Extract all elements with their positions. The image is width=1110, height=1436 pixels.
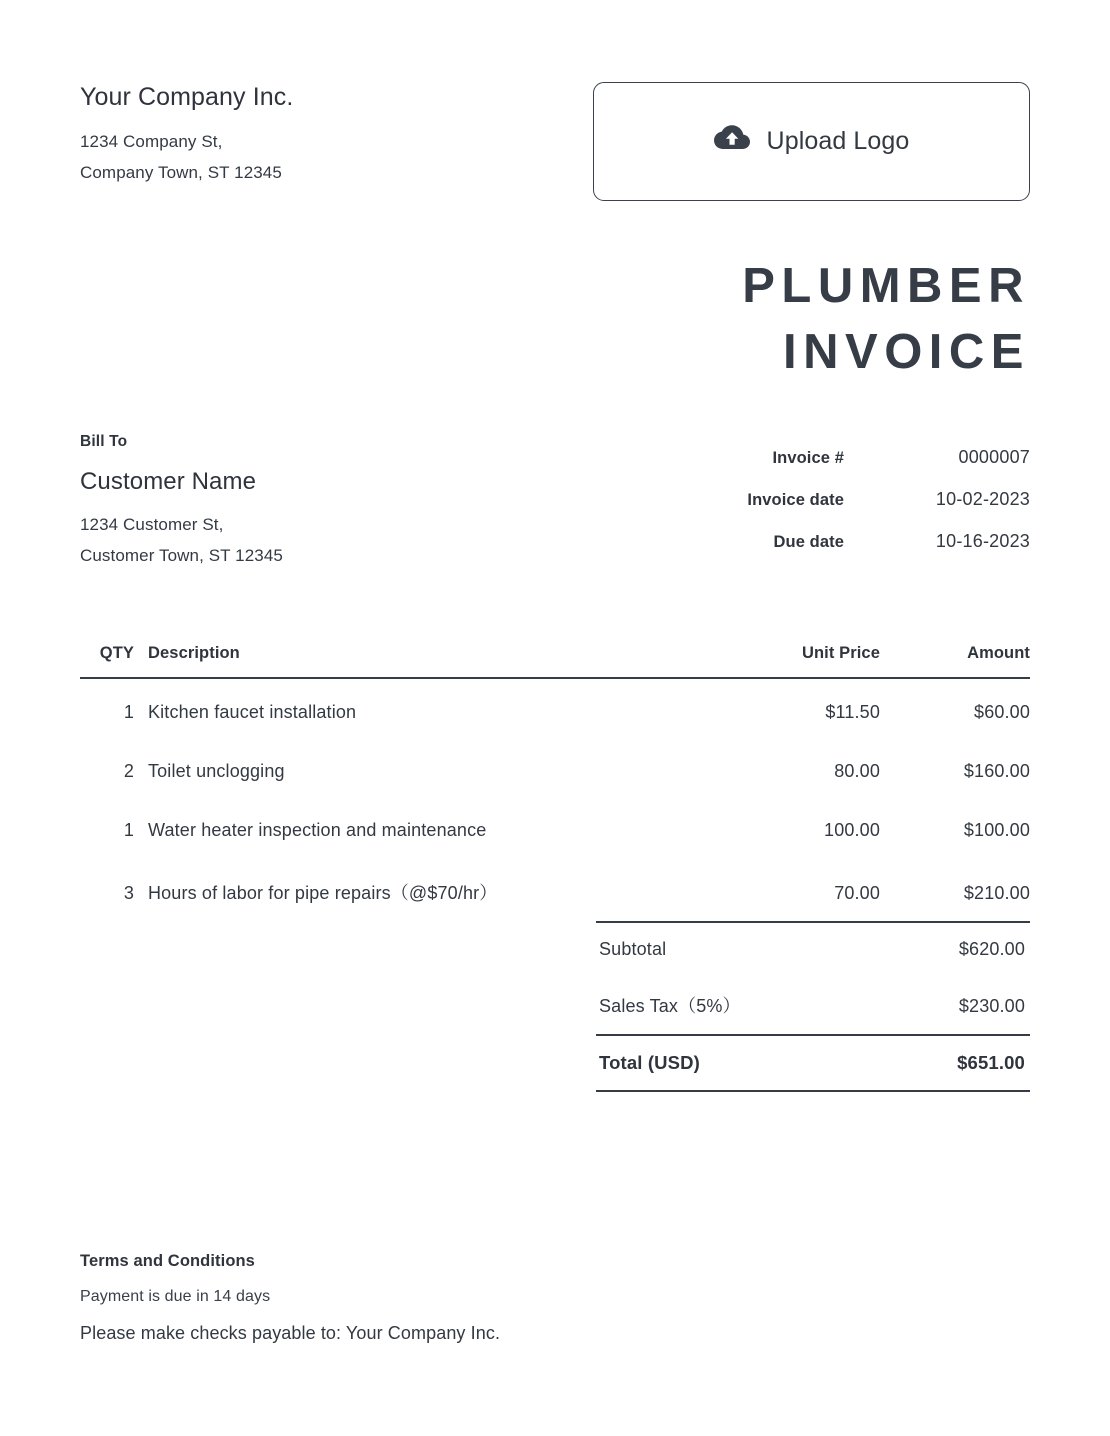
table-row (80, 742, 1030, 801)
invoice-number-value: 0000007 (958, 447, 1030, 468)
terms-line-2: Please make checks payable to: Your Company Inc. (80, 1323, 501, 1343)
bill-to-and-meta (0, 385, 1110, 572)
row-qty: 1 (123, 820, 134, 841)
line-items-section (0, 572, 1110, 921)
page-header (0, 0, 1110, 201)
row-amount: $160.00 (963, 761, 1030, 782)
table-header-row (80, 644, 1030, 678)
sales-tax-value: $230.00 (958, 996, 1025, 1017)
row-unit-price: $11.50 (825, 702, 880, 723)
terms-line-1: Payment is due in 14 days (80, 1288, 271, 1305)
line-items-header (80, 644, 1030, 678)
row-description: Kitchen faucet installation (148, 702, 357, 723)
totals-section (0, 921, 1110, 1092)
due-date-label: Due date (773, 533, 844, 552)
line-items-table (80, 644, 1030, 921)
header-qty: QTY (80, 644, 134, 678)
totals-block (596, 921, 1030, 1092)
header-amount: Amount (880, 644, 1030, 678)
upload-logo-label: Upload Logo (766, 127, 910, 155)
company-address-line-1: 1234 Company St, (80, 132, 223, 152)
invoice-meta (640, 447, 1030, 552)
table-row (80, 801, 1030, 860)
row-qty: 2 (123, 761, 134, 782)
terms-section (80, 1252, 880, 1344)
row-unit-price: 70.00 (834, 883, 880, 904)
grand-total-label: Total (USD) (599, 1052, 700, 1074)
header-unit-price: Unit Price (720, 644, 880, 678)
table-row (80, 678, 1030, 742)
sales-tax-row (596, 976, 1030, 1034)
grand-total-value: $651.00 (957, 1052, 1025, 1074)
due-date-row (640, 531, 1030, 552)
invoice-date-value: 10-02-2023 (935, 489, 1030, 510)
customer-name: Customer Name (80, 468, 257, 496)
line-items-body (80, 678, 1030, 921)
customer-address-line-1: 1234 Customer St, (80, 515, 224, 535)
sales-tax-label: Sales Tax（5%） (599, 996, 741, 1017)
invoice-date-label: Invoice date (747, 491, 844, 510)
company-name: Your Company Inc. (80, 83, 294, 111)
invoice-date-row (640, 489, 1030, 510)
row-qty: 1 (123, 702, 134, 723)
bill-to-block (80, 433, 283, 572)
subtotal-label: Subtotal (599, 939, 667, 960)
bill-to-label: Bill To (80, 433, 128, 451)
row-unit-price: 100.00 (824, 820, 880, 841)
cloud-upload-icon (714, 124, 751, 159)
row-amount: $60.00 (974, 702, 1030, 723)
customer-address-line-2: Customer Town, ST 12345 (80, 546, 283, 566)
table-row (80, 860, 1030, 921)
row-unit-price: 80.00 (834, 761, 880, 782)
invoice-number-label: Invoice # (772, 449, 844, 468)
row-amount: $100.00 (963, 820, 1030, 841)
subtotal-value: $620.00 (958, 939, 1025, 960)
grand-total-row (596, 1034, 1030, 1092)
row-qty: 3 (123, 883, 134, 904)
company-address-line-2: Company Town, ST 12345 (80, 162, 282, 182)
page-title (0, 201, 1110, 385)
upload-logo-button[interactable] (593, 82, 1030, 201)
row-description: Water heater inspection and maintenance (148, 820, 487, 841)
page-title-line-1: PLUMBER (742, 259, 1030, 313)
terms-title: Terms and Conditions (80, 1252, 255, 1270)
row-description: Toilet unclogging (148, 761, 285, 782)
company-block (80, 82, 293, 188)
subtotal-row (596, 923, 1030, 976)
header-description: Description (134, 644, 720, 678)
row-amount: $210.00 (963, 883, 1030, 904)
page-title-line-2: INVOICE (783, 325, 1030, 380)
invoice-number-row (640, 447, 1030, 468)
due-date-value: 10-16-2023 (935, 531, 1030, 552)
row-description: Hours of labor for pipe repairs（@$70/hr） (148, 883, 498, 904)
